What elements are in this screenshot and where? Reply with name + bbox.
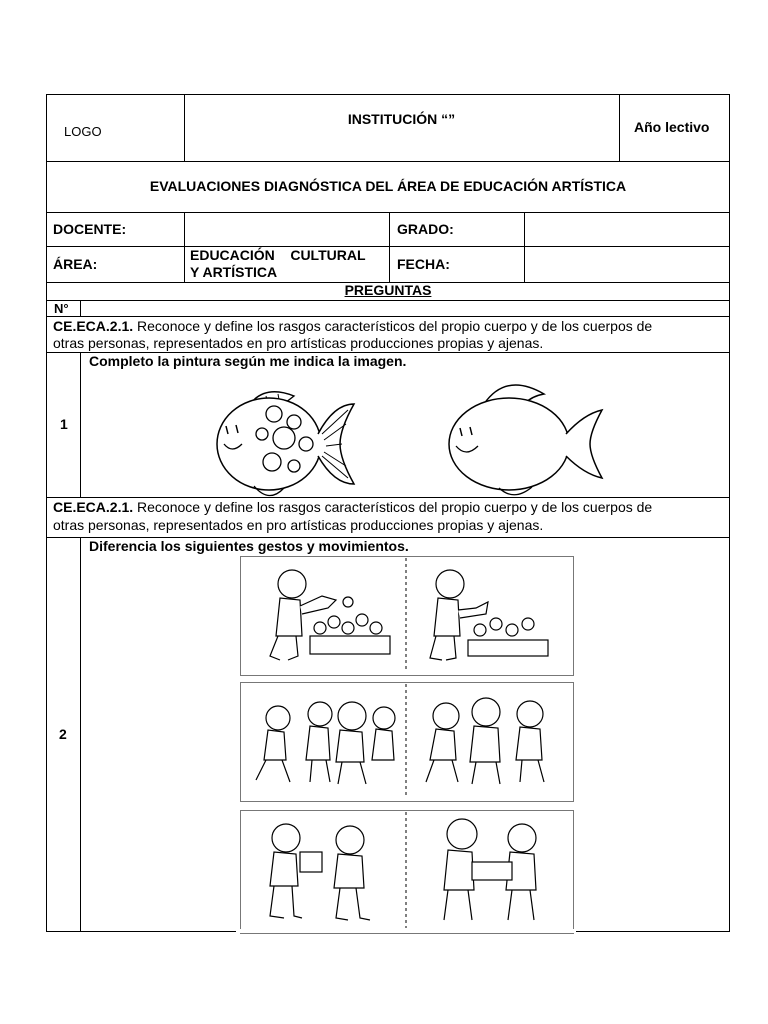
preguntas-heading: PREGUNTAS	[344, 282, 432, 298]
page-title: EVALUACIONES DIAGNÓSTICA DEL ÁREA DE EDUCACIÓN ARTÍSTICA	[149, 178, 627, 194]
number-header: N°	[54, 301, 69, 316]
docente-label: DOCENTE:	[53, 221, 127, 237]
area-value-line2: Y ARTÍSTICA	[190, 264, 278, 280]
criterion-text: Reconoce y define los rasgos característicos del propio cuerpo y de los cuerpos de	[133, 499, 653, 515]
criterion-1-line1	[53, 318, 652, 335]
criterion-2-line1	[53, 499, 652, 516]
evaluation-form	[46, 94, 730, 932]
school-year-label: Año lectivo	[634, 119, 710, 135]
logo-placeholder: LOGO	[64, 124, 102, 139]
criterion-code: CE.ECA.2.1.	[53, 318, 134, 334]
grado-label: GRADO:	[397, 221, 454, 237]
question-2-instruction: Diferencia los siguientes gestos y movimientos.	[89, 538, 409, 554]
area-value-line1: EDUCACIÓN CULTURAL	[190, 247, 366, 263]
criterion-1-line2: otras personas, representados en pro artísticas producciones propias y ajenas.	[53, 335, 544, 351]
children-illustrations	[240, 556, 574, 932]
fecha-label: FECHA:	[397, 256, 450, 272]
question-1-number: 1	[60, 416, 68, 432]
question-2-number: 2	[59, 726, 67, 742]
institution-title	[184, 111, 619, 128]
criterion-text: Reconoce y define los rasgos característicos del propio cuerpo y de los cuerpos de	[133, 318, 653, 334]
criterion-code: CE.ECA.2.1.	[53, 499, 134, 515]
question-1-instruction: Completo la pintura según me indica la imagen.	[89, 353, 407, 369]
area-label: ÁREA:	[53, 256, 98, 272]
fish-outline-image	[444, 374, 614, 499]
fish-with-dots-image	[214, 374, 364, 499]
criterion-2-line2: otras personas, representados en pro artísticas producciones propias y ajenas.	[53, 517, 544, 533]
institution-name: INSTITUCIÓN “”	[347, 111, 456, 127]
